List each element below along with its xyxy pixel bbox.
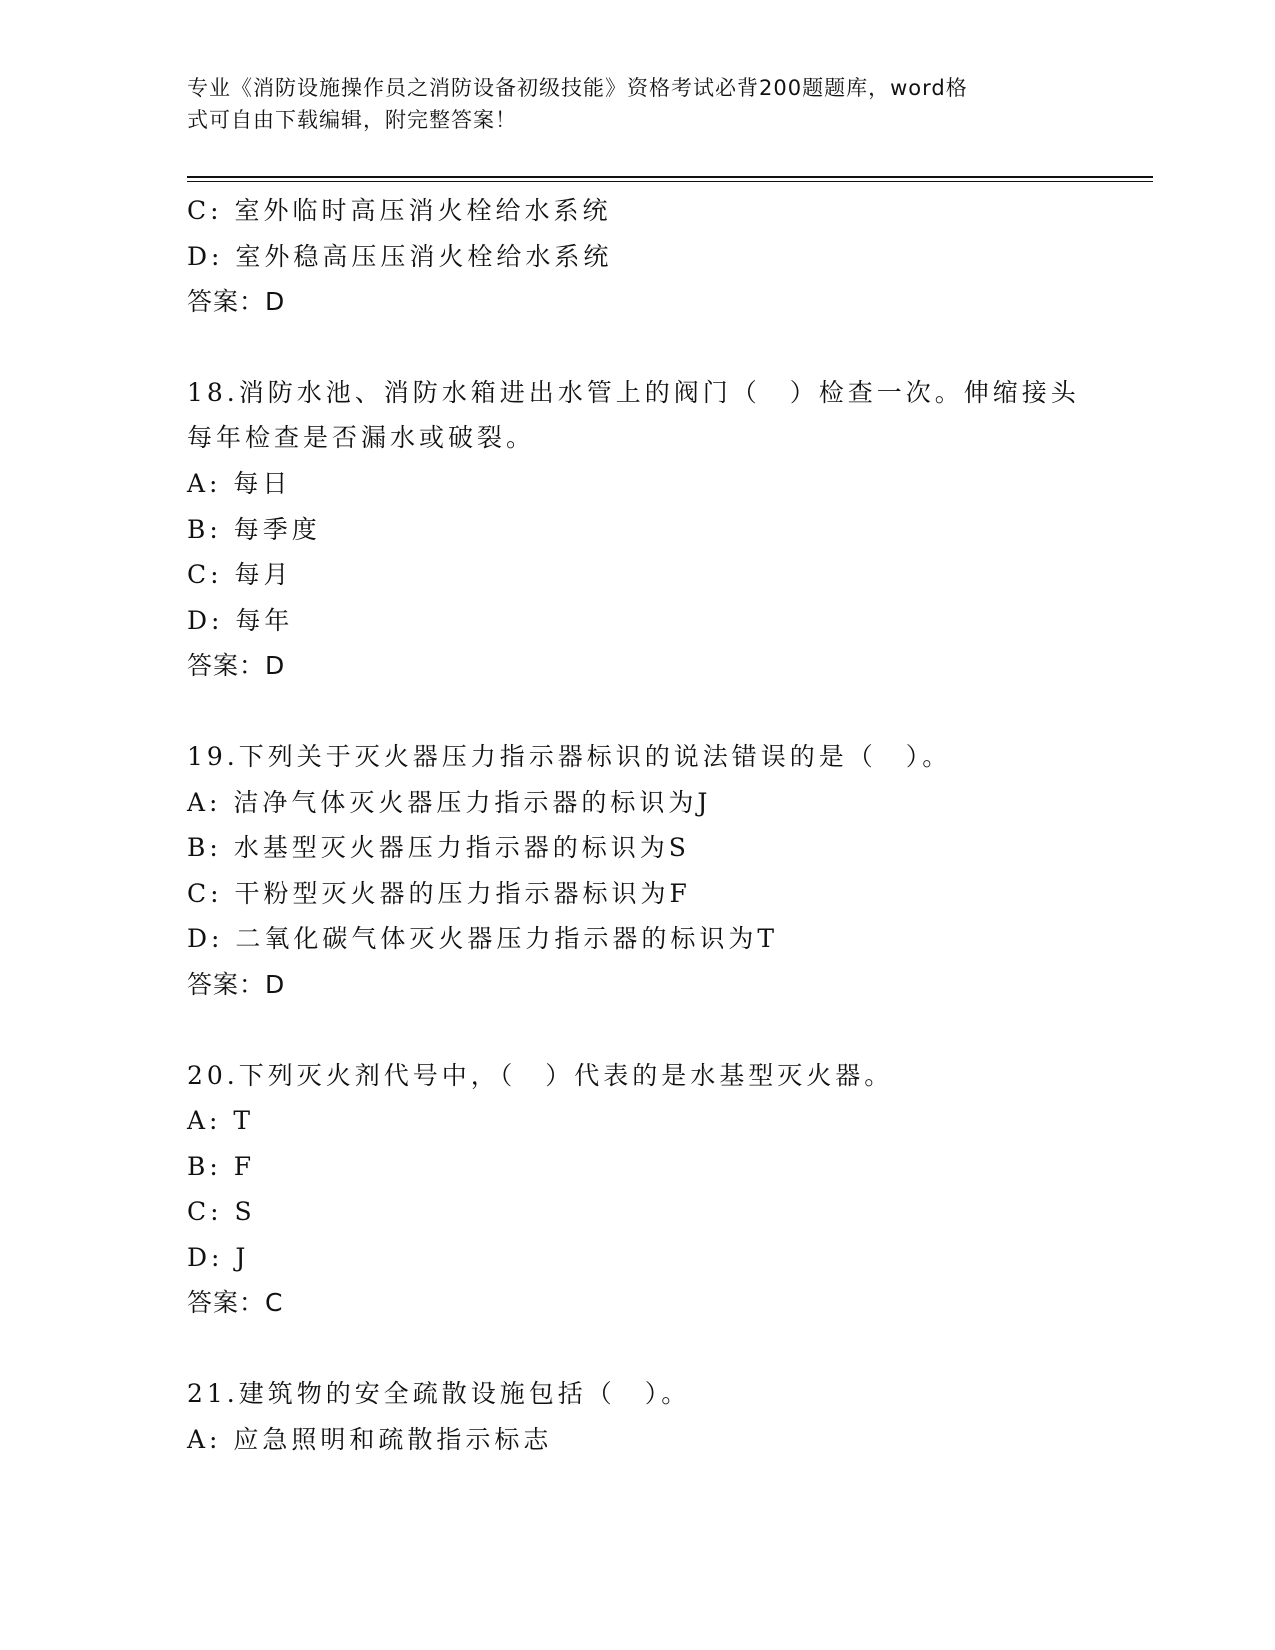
header-divider-thick: [187, 176, 1153, 178]
question-18: [187, 370, 1087, 689]
option-a: A: T: [187, 1106, 255, 1136]
header-line-2: 式可自由下载编辑，附完整答案！: [187, 108, 517, 132]
option-b: B: 水基型灭火器压力指示器的标识为S: [187, 833, 690, 863]
question-stem-continued: 每年检查是否漏水或破裂。: [187, 423, 536, 453]
question-19: [187, 734, 1087, 1008]
answer-line: 答案：D: [187, 287, 286, 317]
option-a: A: 洁净气体灭火器压力指示器的标识为J: [187, 787, 712, 817]
option-a: A: 应急照明和疏散指示标志: [187, 1424, 553, 1454]
question-stem: 18.消防水池、消防水箱进出水管上的阀门（ ）检查一次。伸缩接头: [187, 377, 1080, 407]
option-a: A: 每日: [187, 468, 292, 498]
carryover-block: [187, 188, 1087, 325]
option-c: C: 每月: [187, 560, 293, 590]
answer-line: 答案：C: [187, 1288, 284, 1318]
question-content: [187, 188, 1087, 1462]
option-d: D: 室外稳高压压消火栓给水系统: [187, 241, 613, 271]
option-d: D: J: [187, 1242, 250, 1272]
question-stem: 21.建筑物的安全疏散设施包括（ ）。: [187, 1379, 691, 1409]
option-c: C: 室外临时高压消火栓给水系统: [187, 196, 612, 225]
answer-line: 答案：D: [187, 651, 286, 681]
document-header: [187, 72, 1067, 136]
header-line-1: 专业《消防设施操作员之消防设备初级技能》资格考试必背200题题库，word格: [187, 76, 968, 100]
header-divider-thin: [187, 181, 1153, 182]
question-stem: 20.下列灭火剂代号中，（ ）代表的是水基型灭火器。: [187, 1060, 894, 1090]
option-b: B: F: [187, 1151, 256, 1181]
option-b: B: 每季度: [187, 514, 321, 544]
question-21: [187, 1371, 1087, 1462]
option-d: D: 二氧化碳气体灭火器压力指示器的标识为T: [187, 924, 779, 954]
question-stem: 19.下列关于灭火器压力指示器标识的说法错误的是（ ）。: [187, 741, 952, 771]
option-c: C: S: [187, 1197, 256, 1227]
question-20: [187, 1053, 1087, 1327]
option-c: C: 干粉型灭火器的压力指示器标识为F: [187, 878, 691, 908]
option-d: D: 每年: [187, 605, 294, 635]
answer-line: 答案：D: [187, 969, 286, 999]
